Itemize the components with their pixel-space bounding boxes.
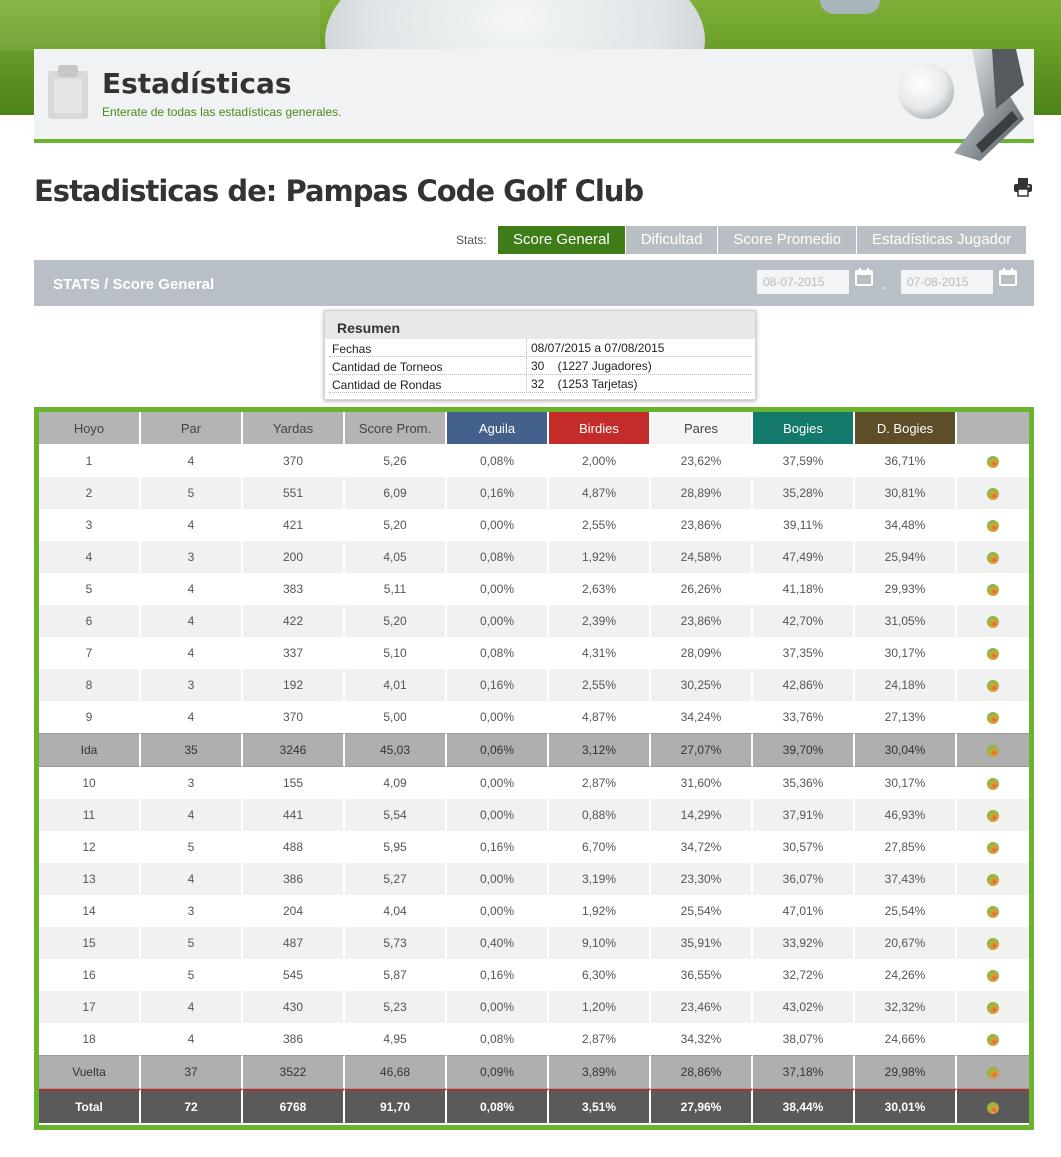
table-row [39,831,1029,863]
table-cell: 24,66% [855,1023,957,1055]
table-cell: 4,31% [549,637,651,669]
table-row [39,863,1029,895]
table-cell: 25,54% [855,895,957,927]
table-cell: 3,51% [549,1089,651,1123]
table-cell: 34,32% [651,1023,753,1055]
calendar-icon[interactable] [855,268,873,286]
table-cell: 29,93% [855,573,957,605]
pie-chart-icon[interactable] [987,874,999,886]
table-cell: 204 [243,895,345,927]
pie-chart-icon[interactable] [987,778,999,790]
table-cell: 1,92% [549,895,651,927]
table-cell: 0,00% [447,573,549,605]
header-card [34,49,1034,143]
table-cell [957,669,1029,701]
table-cell: 0,16% [447,477,549,509]
table-cell: 32,32% [855,991,957,1023]
summary-key: Cantidad de Torneos [332,360,443,374]
table-cell: 23,30% [651,863,753,895]
table-cell: 386 [243,1023,345,1055]
table-row [39,637,1029,669]
summary-value: 30 (1227 Jugadores) [526,357,652,375]
table-cell: 1,92% [549,541,651,573]
table-cell: 3,12% [549,733,651,767]
table-cell: 2,39% [549,605,651,637]
table-cell: 29,98% [855,1055,957,1089]
header-yardas[interactable]: Yardas [243,412,345,445]
calendar-icon[interactable] [999,268,1017,286]
table-cell: 14 [39,895,141,927]
table-cell: 30,81% [855,477,957,509]
table-cell: 3,89% [549,1055,651,1089]
table-cell: 5 [141,831,243,863]
table-cell [957,733,1029,767]
table-row [39,509,1029,541]
table-cell: 4,05 [345,541,447,573]
table-cell [957,605,1029,637]
table-cell: 30,17% [855,767,957,799]
table-cell: 33,92% [753,927,855,959]
table-cell: 192 [243,669,345,701]
stats-tabs [498,226,1027,254]
table-row [39,541,1029,573]
table-cell: 20,67% [855,927,957,959]
pie-chart-icon[interactable] [987,712,999,724]
table-cell: 4 [141,1023,243,1055]
table-cell: 0,40% [447,927,549,959]
table-row [39,669,1029,701]
table-header-row [39,412,1029,445]
table-cell: 42,86% [753,669,855,701]
table-cell [957,927,1029,959]
summary-key: Fechas [332,342,372,356]
pie-chart-icon[interactable] [987,906,999,918]
table-cell: 27,07% [651,733,753,767]
table-row [39,573,1029,605]
table-cell: 5,00 [345,701,447,733]
pie-chart-icon[interactable] [987,1067,999,1079]
table-cell: 0,08% [447,1023,549,1055]
table-cell: 23,86% [651,509,753,541]
table-cell: 25,54% [651,895,753,927]
table-cell: 2,55% [549,669,651,701]
table-row [39,1023,1029,1055]
table-cell: 5 [141,959,243,991]
table-cell [957,445,1029,477]
table-cell: 0,16% [447,831,549,863]
table-cell: 37,59% [753,445,855,477]
pie-chart-icon[interactable] [987,680,999,692]
table-cell: 4,87% [549,477,651,509]
table-cell [957,1055,1029,1089]
date-to-input[interactable] [901,270,993,294]
tab-estadisticas-jugador[interactable]: Estadísticas Jugador [857,226,1026,254]
table-cell: 5,95 [345,831,447,863]
table-cell: 12 [39,831,141,863]
table-cell: Ida [39,733,141,767]
summary-box [324,310,756,400]
table-row [39,991,1029,1023]
table-cell: 27,96% [651,1089,753,1123]
table-cell: 2,87% [549,767,651,799]
table-cell: 39,70% [753,733,855,767]
stats-bar-title: STATS / Score General [53,276,215,293]
table-cell: 14,29% [651,799,753,831]
table-cell: 4 [141,991,243,1023]
table-cell: 5 [141,927,243,959]
table-cell: 3246 [243,733,345,767]
table-cell: 551 [243,477,345,509]
table-cell: 5,11 [345,573,447,605]
table-cell [957,799,1029,831]
table-cell: 9,10% [549,927,651,959]
table-cell: 430 [243,991,345,1023]
table-cell: 441 [243,799,345,831]
table-cell: 25,94% [855,541,957,573]
table-cell: 0,00% [447,799,549,831]
stats-bar [34,260,1034,306]
table-row [39,799,1029,831]
table-cell: 32,72% [753,959,855,991]
table-cell: 11 [39,799,141,831]
table-cell: 46,68 [345,1055,447,1089]
table-cell: 6,70% [549,831,651,863]
table-cell: 4,87% [549,701,651,733]
table-cell: 38,44% [753,1089,855,1123]
table-cell: 9 [39,701,141,733]
table-cell: 13 [39,863,141,895]
pie-chart-icon[interactable] [987,456,999,468]
table-row [39,605,1029,637]
table-cell: 5,73 [345,927,447,959]
table-cell: 3 [141,895,243,927]
table-row [39,477,1029,509]
table-cell: 28,89% [651,477,753,509]
header-chart [957,412,1029,445]
table-cell: 2 [39,477,141,509]
table-cell: 4,95 [345,1023,447,1055]
clipboard-icon [48,65,88,119]
table-cell: 35,91% [651,927,753,959]
table-cell: 7 [39,637,141,669]
table-cell: 30,25% [651,669,753,701]
table-cell: 4 [141,605,243,637]
summary-value: 32 (1253 Tarjetas) [526,375,638,393]
pie-chart-icon[interactable] [987,938,999,950]
table-cell: 421 [243,509,345,541]
table-cell: 4 [141,637,243,669]
table-cell [957,831,1029,863]
pie-chart-icon[interactable] [987,1002,999,1014]
table-cell: 0,09% [447,1055,549,1089]
table-cell: 200 [243,541,345,573]
table-cell: 0,08% [447,541,549,573]
table-cell: 5,54 [345,799,447,831]
pie-chart-icon[interactable] [987,970,999,982]
table-cell: 4 [141,445,243,477]
table-cell: 6 [39,605,141,637]
table-cell: 4 [141,573,243,605]
score-table [39,412,1029,1123]
tab-score-promedio[interactable]: Score Promedio [718,226,856,254]
table-cell: 43,02% [753,991,855,1023]
table-cell: 0,00% [447,509,549,541]
tab-score-general[interactable]: Score General [498,226,625,254]
banner-blur-object [820,0,880,14]
table-row [39,895,1029,927]
table-cell: 4 [39,541,141,573]
table-cell: 2,87% [549,1023,651,1055]
table-cell: 4,04 [345,895,447,927]
table-cell: 488 [243,831,345,863]
table-cell: 0,08% [447,445,549,477]
table-cell [957,477,1029,509]
table-cell: 23,86% [651,605,753,637]
table-cell: 28,09% [651,637,753,669]
table-cell: 34,72% [651,831,753,863]
table-cell: 46,93% [855,799,957,831]
table-cell [957,509,1029,541]
table-cell: 23,46% [651,991,753,1023]
table-cell: 337 [243,637,345,669]
table-cell: 0,16% [447,959,549,991]
table-cell: 37 [141,1055,243,1089]
score-table-container [34,407,1034,1130]
header-aguila[interactable]: Aguila [447,412,549,445]
table-cell: 386 [243,863,345,895]
table-cell: 35 [141,733,243,767]
table-cell: 18 [39,1023,141,1055]
table-cell: 4,01 [345,669,447,701]
table-row [39,701,1029,733]
table-cell: 422 [243,605,345,637]
table-cell [957,573,1029,605]
table-cell: 0,06% [447,733,549,767]
table-cell: 0,00% [447,767,549,799]
table-cell: 5,10 [345,637,447,669]
table-cell: 27,85% [855,831,957,863]
pie-chart-icon[interactable] [987,584,999,596]
section-subtitle: Enterate de todas las estadísticas generales. [102,105,342,119]
table-cell: 3522 [243,1055,345,1089]
table-cell [957,767,1029,799]
summary-value: 08/07/2015 a 07/08/2015 [526,339,664,357]
table-cell: 4 [141,799,243,831]
table-cell: 6768 [243,1089,345,1123]
table-cell [957,701,1029,733]
summary-row [329,339,751,357]
table-cell: 6,09 [345,477,447,509]
banner-grass-highlight [0,0,320,50]
table-cell: 4 [141,863,243,895]
header-bogies[interactable]: Bogies [753,412,855,445]
summary-key: Cantidad de Rondas [332,378,442,392]
table-cell: 24,18% [855,669,957,701]
table-cell: 3 [141,669,243,701]
pie-chart-icon[interactable] [987,648,999,660]
table-cell [957,863,1029,895]
table-cell [957,1023,1029,1055]
table-cell: 4,09 [345,767,447,799]
header-dbogies[interactable]: D. Bogies [855,412,957,445]
table-cell: 16 [39,959,141,991]
table-cell: 4 [141,701,243,733]
pie-chart-icon[interactable] [987,745,999,757]
table-cell: 3 [141,767,243,799]
table-cell: 0,00% [447,895,549,927]
table-row [39,927,1029,959]
table-row [39,767,1029,799]
table-cell: 5,20 [345,509,447,541]
table-cell: 30,04% [855,733,957,767]
table-cell: 30,01% [855,1089,957,1123]
header-pares[interactable]: Pares [651,412,753,445]
pie-chart-icon[interactable] [987,552,999,564]
table-cell: 24,58% [651,541,753,573]
table-cell: 4 [141,509,243,541]
golf-club-icon [884,49,1034,167]
stats-label: Stats: [456,233,487,247]
summary-row [329,357,751,375]
table-cell: 3 [39,509,141,541]
table-cell: 42,70% [753,605,855,637]
header-score-prom[interactable]: Score Prom. [345,412,447,445]
table-cell: 5,20 [345,605,447,637]
header-hoyo[interactable]: Hoyo [39,412,141,445]
table-cell: 370 [243,701,345,733]
table-cell: 41,18% [753,573,855,605]
table-cell: 37,18% [753,1055,855,1089]
header-birdies[interactable]: Birdies [549,412,651,445]
table-cell: 5,27 [345,863,447,895]
table-cell: 5 [141,477,243,509]
print-icon[interactable] [1013,177,1033,197]
table-cell: 545 [243,959,345,991]
tab-dificultad[interactable]: Dificultad [626,226,718,254]
table-cell: 370 [243,445,345,477]
table-cell: 45,03 [345,733,447,767]
table-total-row [39,1089,1029,1123]
table-cell: 37,35% [753,637,855,669]
table-cell: 0,08% [447,1089,549,1123]
table-cell: 35,28% [753,477,855,509]
table-cell: 24,26% [855,959,957,991]
table-cell: 47,01% [753,895,855,927]
table-cell: 37,43% [855,863,957,895]
table-cell [957,991,1029,1023]
table-cell: 28,86% [651,1055,753,1089]
table-cell: 3,19% [549,863,651,895]
table-cell: 30,57% [753,831,855,863]
pie-chart-icon[interactable] [987,1102,999,1114]
date-from-input[interactable] [757,270,849,294]
table-row [39,445,1029,477]
table-cell: 1 [39,445,141,477]
table-cell: 34,24% [651,701,753,733]
table-cell: Total [39,1089,141,1123]
table-cell: 35,36% [753,767,855,799]
header-par[interactable]: Par [141,412,243,445]
table-cell: 33,76% [753,701,855,733]
table-cell: 26,26% [651,573,753,605]
table-cell [957,959,1029,991]
pie-chart-icon[interactable] [987,520,999,532]
summary-row [329,375,751,393]
table-cell: Vuelta [39,1055,141,1089]
table-cell: 0,00% [447,863,549,895]
table-cell: 30,17% [855,637,957,669]
section-title: Estadísticas [102,67,292,100]
table-cell: 27,13% [855,701,957,733]
page-title: Estadisticas de: Pampas Code Golf Club [34,174,644,208]
table-cell: 10 [39,767,141,799]
table-cell: 5,23 [345,991,447,1023]
table-cell: 31,60% [651,767,753,799]
table-cell: 0,00% [447,605,549,637]
pie-chart-icon[interactable] [987,1034,999,1046]
table-cell: 17 [39,991,141,1023]
table-cell: 31,05% [855,605,957,637]
summary-title: Resumen [325,311,755,339]
table-cell: 38,07% [753,1023,855,1055]
table-cell: 0,16% [447,669,549,701]
table-subtotal-row [39,1055,1029,1089]
table-cell: 383 [243,573,345,605]
table-cell: 0,08% [447,637,549,669]
table-cell: 487 [243,927,345,959]
table-cell: 8 [39,669,141,701]
table-cell: 2,00% [549,445,651,477]
table-cell: 1,20% [549,991,651,1023]
table-cell [957,895,1029,927]
table-subtotal-row [39,733,1029,767]
table-cell: 37,91% [753,799,855,831]
table-cell: 0,00% [447,701,549,733]
table-cell: 6,30% [549,959,651,991]
table-cell: 0,00% [447,991,549,1023]
table-cell: 39,11% [753,509,855,541]
pie-chart-icon[interactable] [987,488,999,500]
table-cell: 36,07% [753,863,855,895]
table-cell: 5 [39,573,141,605]
table-cell: 155 [243,767,345,799]
table-cell: 72 [141,1089,243,1123]
table-cell [957,637,1029,669]
table-cell: 3 [141,541,243,573]
table-cell: 2,55% [549,509,651,541]
pie-chart-icon[interactable] [987,842,999,854]
table-cell: 36,71% [855,445,957,477]
table-cell: 23,62% [651,445,753,477]
date-separator: - [882,280,886,294]
table-cell [957,1089,1029,1123]
table-cell: 2,63% [549,573,651,605]
table-cell [957,541,1029,573]
pie-chart-icon[interactable] [987,810,999,822]
table-cell: 91,70 [345,1089,447,1123]
table-cell: 5,87 [345,959,447,991]
table-cell: 36,55% [651,959,753,991]
table-cell: 5,26 [345,445,447,477]
table-cell: 34,48% [855,509,957,541]
table-cell: 0,88% [549,799,651,831]
table-cell: 15 [39,927,141,959]
table-row [39,959,1029,991]
pie-chart-icon[interactable] [987,616,999,628]
table-cell: 47,49% [753,541,855,573]
